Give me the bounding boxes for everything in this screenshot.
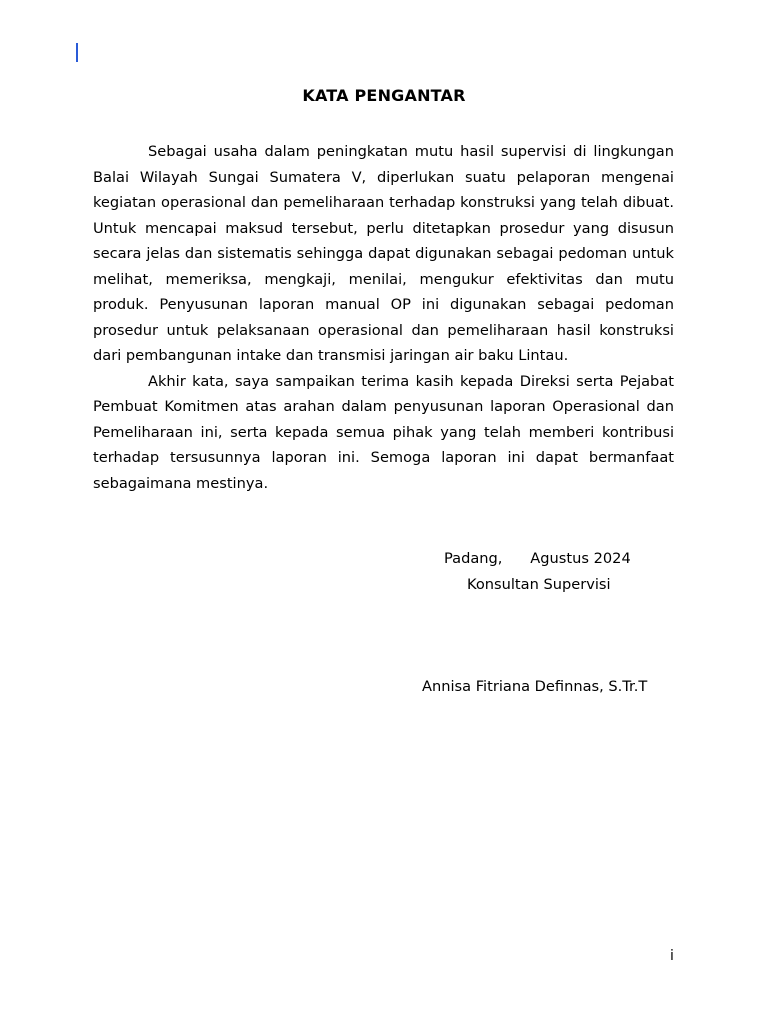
page-title: KATA PENGANTAR [302,86,466,105]
page-number: i [670,948,674,964]
document-body [93,139,674,496]
text-cursor [76,43,78,62]
signature-name: Annisa Fitriana Definnas, S.Tr.T [422,678,648,695]
signature-role: Konsultan Supervisi [467,576,611,593]
signature-place-date: Padang, Agustus 2024 [444,550,631,567]
paragraph-closing: Akhir kata, saya sampaikan terima kasih kepada Direksi serta Pejabat Pembuat Komitmen atas arahan dalam penyusunan laporan Operasional dan Pemeliharaan ini, serta kepada semua pihak yang telah memberi kontribusi terhadap tersusunnya laporan ini. Semoga laporan ini dapat bermanfaat sebagaimana mestinya. [93,372,674,492]
paragraph-intro: Sebagai usaha dalam peningkatan mutu hasil supervisi di lingkungan Balai Wilayah Sungai Sumatera V, diperlukan suatu pelaporan mengenai kegiatan operasional dan pemeliharaan terhadap konstruksi yang telah dibuat. Untuk mencapai maksud tersebut, perlu ditetapkan prosedur yang disusun secara jelas dan sistematis sehingga dapat digunakan sebagai pedoman untuk melihat, memeriksa, mengkaji, menilai, mengukur efektivitas dan mutu produk. Penyusunan laporan manual OP ini digunakan sebagai pedoman prosedur untuk pelaksanaan operasional dan pemeliharaan hasil konstruksi dari pembangunan intake dan transmisi jaringan air baku Lintau. [93,143,674,364]
